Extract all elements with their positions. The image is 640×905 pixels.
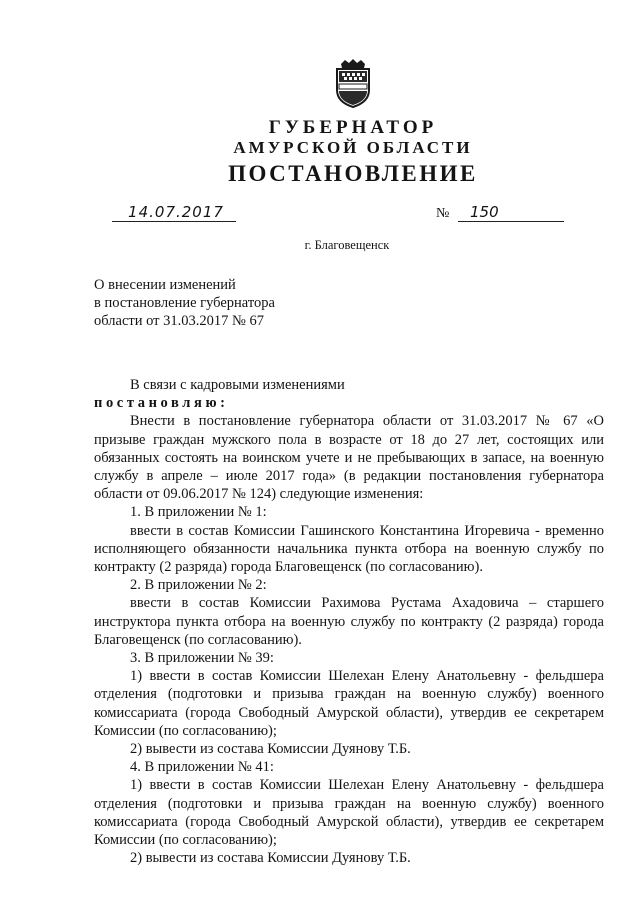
item-3-subitem-1: 1) ввести в состав Комиссии Шелехан Елену Анатольевну - фельдшера отделения (подготовки и призыва граждан на военную службу) военного комиссариата (города Свободный Амурской области), утвердив ее секретарем Комиссии (по согласованию); xyxy=(94,668,604,739)
item-4-title: 4. В приложении № 41: xyxy=(130,759,274,776)
document-body xyxy=(94,376,604,867)
city-name: г. Благовещенск xyxy=(304,238,390,252)
document-subject xyxy=(94,276,275,330)
item-3-title: 3. В приложении № 39: xyxy=(130,650,274,667)
item-3-subitem-2: 2) вывести из состава Комиссии Дуянову Т.Б. xyxy=(130,741,411,758)
item-4-subitem-2: 2) вывести из состава Комиссии Дуянову Т.Б. xyxy=(130,850,411,867)
subject-line: О внесении изменений xyxy=(94,277,236,293)
intro-text: В связи с кадровыми изменениями xyxy=(130,377,345,393)
document-type: ПОСТАНОВЛЕНИЕ xyxy=(228,161,478,186)
coat-of-arms-icon xyxy=(333,58,373,108)
document-date: 14.07.2017 xyxy=(128,203,224,221)
item-1-text: ввести в состав Комиссии Гашинского Константина Игоревича - временно исполняющего обязанности начальника пункта отбора на военную службу по контракту (2 разряда) города Благовещенск (по согласованию). xyxy=(94,522,604,576)
number-underline xyxy=(458,221,564,222)
date-underline xyxy=(112,221,236,222)
item-4-subitem-1: 1) ввести в состав Комиссии Шелехан Елену Анатольевну - фельдшера отделения (подготовки и призыва граждан на военную службу) военного комиссариата (города Свободный Амурской области), утвердив ее секретарем Комиссии (по согласованию); xyxy=(94,777,604,849)
item-2-title: 2. В приложении № 2: xyxy=(130,577,267,594)
governor-title: ГУБЕРНАТОР xyxy=(268,117,438,138)
region-title: АМУРСКОЙ ОБЛАСТИ xyxy=(233,138,473,157)
number-sign: № xyxy=(436,206,450,221)
item-1-title: 1. В приложении № 1: xyxy=(130,504,267,521)
decree-word: постановляю: xyxy=(94,395,229,412)
document-number: 150 xyxy=(470,203,499,221)
subject-line: в постановление губернатора xyxy=(94,295,275,311)
main-paragraph: Внести в постановление губернатора области от 31.03.2017 № 67 «О призыве граждан мужского пола в возрасте от 18 до 27 лет, состоящих или обязанных состоять на воинском учете и не пребывающих в запасе, на военную службу в апреле – июле 2017 года» (в редакции постановления губернатора области от 09.06.2017 № 124) следующие изменения: xyxy=(94,413,604,503)
subject-line: области от 31.03.2017 № 67 xyxy=(94,313,264,329)
item-2-text: ввести в состав Комиссии Рахимова Рустама Ахадовича – старшего инструктора пункта отбора на военную службу по контракту (2 разряда) города Благовещенск (по согласованию). xyxy=(94,595,604,648)
